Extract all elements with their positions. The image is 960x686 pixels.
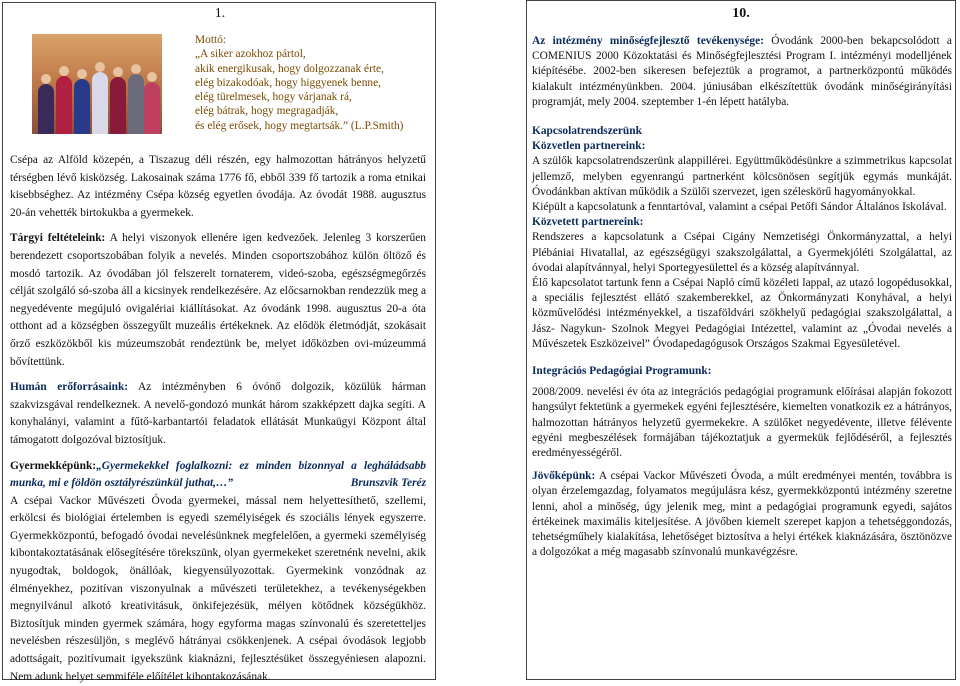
integ-text: 2008/2009. nevelési év óta az integrációs pedagógiai programunk előírásai alapján fokozott hangsúlyt fektetünk a gyermekek egyéni fejlesztésére, kiemelten vonatkozik ez a hátrányos, halmozottan hátrányos helyzetű gyermekekre. A szülőket negyedévente, illetve félévente egyéni megbeszélések formájában tájékoztatjuk a gyermekük fejlődéséről, a fejlesztés eredményességéről. (532, 386, 952, 460)
motto-line: elég bizakodóak, hogy higgyenek benne, (195, 76, 381, 89)
gyermek-quote: „Gyermekekkel foglalkozni: ez minden bizonnyal a legháládsabb munka, mi e földön osztályrészünkül juthat,…” (10, 459, 426, 490)
photo-figure (144, 82, 160, 134)
left-page (0, 0, 440, 686)
human-label: Humán erőforrásaink: (10, 381, 129, 394)
photo-figure (38, 84, 54, 134)
targyi-label: Tárgyi feltételeink: (10, 232, 106, 245)
direct-title: Közvetlen partnereink: (532, 140, 646, 153)
human-text: Az intézményben 6 óvónő dolgozik, közülük hárman szakvizsgával rendelkeznek. A nevelő-gondozó munkát három szakképzett dajka segíti. A konyhalányi, valamint a fűtő-karbantartói feladatok ellátását Munkaügyi Központ által támogatott dolgozóval biztosítjuk. (10, 381, 426, 446)
gyermek-paragraph (10, 458, 426, 493)
motto-line: és elég erősek, hogy megtartsák.” (L.P.Smith) (195, 119, 404, 132)
photo-head (147, 72, 157, 82)
gyermek-label: Gyermekképünk: (10, 459, 97, 472)
photo-figure (92, 72, 108, 134)
targyi-text: A helyi viszonyok ellenére igen kedvezőek. Jelenleg 3 korszerűen berendezett csoportszobában folyik a nevelés. Minden csoportszobához külön öltöző és mosdó tartozik. Az óvodában jól felszerelt tornaterem, videó-szoba, egészségmegőrzés célját szolgáló só-szoba áll a kicsinyek rendelkezésére. Az előcsarnokban rendezzük meg a negyedévente megújuló ovigalériai kiállításokat. Az óvodánk 1998. augusztus 20-a óta otthont ad a községben összegyűlt muzeális értékeknek. Az elődök életmódját, szokásait őrző eszközökből kis múzeumszobát rendeztünk be, melyet időközben ovi-múzeummá bővítettünk. (10, 232, 426, 368)
future-label: Jövőképünk: (532, 470, 596, 483)
direct-text-1: A szülők kapcsolatrendszerünk alappillérei. Együttműködésünkre a szimmetrikus kapcsolat jellemző, melyben egyenrangú partnerként kölcsönösen segítjük egymás munkáját. Óvodánkban aktívan működik a Szülői szervezet, igen széleskörű hagyományokkal. (532, 155, 952, 198)
future-text: A csépai Vackor Művészeti Óvoda, a múlt eredményei mentén, továbbra is olyan érzelemgazdag, folyamatos megújulásra kész, gyermekközpontú intézmény szeretne lenni, ahol a minőség, úgy jelenik meg, mint a pedagógiai programunk egyedi, sajátos értékeinek maximális kiteljesítése. A jövőben kiemelt szerepet kapjon a tehetséggondozás, tehetségműhely kialakítása, lehetőséget biztosítva a helyi értékek kiaknázására, ösztönözve a dolgozókat a még magasabb színvonalú munkavégzésre. (532, 470, 952, 559)
partner-title: Kapcsolatrendszerünk (532, 125, 642, 138)
gyermek-author: Brunszvik Teréz (350, 477, 426, 490)
motto-line: „A siker azokhoz pártol, (195, 48, 306, 61)
intro-paragraph: Csépa az Alföld közepén, a Tiszazug déli részén, egy halmozottan hátrányos helyzetű térségben lévő kisközség. Lakosainak száma 1776 fő, ebből 339 fő tartozik a roma etnikai kisebbséghez. Az intézmény Csépa község egyetlen óvodája. Az óvodát 1988. augusztus 20-án vehették birtokukba a gyermekek. (10, 154, 426, 219)
right-page-number: 10. (732, 6, 750, 21)
photo-head (113, 67, 123, 77)
left-page-number: 1. (214, 6, 226, 21)
photo-head (77, 69, 87, 79)
photo-figure (74, 79, 90, 134)
quality-title: Az intézmény minőségfejlesztő tevékenysége: (532, 35, 764, 47)
photo-head (41, 74, 51, 84)
indirect-text-2: Élő kapcsolatot tartunk fenn a Csépai Napló című közéleti lappal, az utazó logopédusokkal, a speciális fejlesztést ellátó szakemberekkel, az Önkormányzati Konyhával, a helyi közművelődési intézményekkel, a tiszaföldvári szökhelyű pedagógiai szakszolgálattal, a Jász- Nagykun- Szolnok Megyei Pedagógiai Intézettel, valamint az „Óvodai nevelés a Művészetek Eszközeivel” Óvodapedagógusok Országos Szakmai Egyesületével. (532, 277, 952, 350)
right-page (526, 0, 960, 686)
photo-head (59, 66, 69, 76)
quality-text: Óvodánk 2000-ben bekapcsolódott a COMENIUS 2000 Közoktatási és Minőségfejlesztési Program I. intézményi modelljének kiépítésébe. 2002-ben sikeresen befejeztük a programot, a partnerközpontú működés kialakult intézményünkben. 2004. júniusában elkészítettük óvodánk minőségirányítási programját, mely 2004. szeptember 1-én lépett hatályba. (532, 35, 952, 108)
right-body (532, 34, 952, 561)
photo-head (131, 64, 141, 74)
gyermek-text: A csépai Vackor Művészeti Óvoda gyermekei, mással nem helyettesíthető, szellemi, erkölcsi és biológiai értelemben is egyedi személyiségek és szociális lények egyszerre. Gyermekközpontú, befogadó óvodai nevelésünknek megfelelően, a gyermeki személyiség kibontakoztatásának elősegítésére törekszünk, olyan gyermekeket szeretnénk nevelni, akik nyugodtak, boldogok, önállóak, kiegyensúlyozottak. Gyermekink vonzódnak az élményekhez, pozitívan viszonyulnak a művészeti területekhez, a tevékenységekben megnyilvánul alkotó kreativitásuk, önkifejezésük, mélyen kötődnek községükhöz. Biztosítjuk minden gyermek számára, hogy egyforma magas színvonalú és szeretetteljes nevelésben részesüljön, s meglévő hátrányai csökkenjenek. A csépai óvodások legjobb adottságait, pozitívumait igyekszünk kiaknázni, fejlesztésüket összegyéniesen alapozni. Nem adunk helyet semmiféle előítélet kibontakozásának. (10, 494, 426, 683)
indirect-title: Közvetett partnereink: (532, 216, 644, 229)
staff-photo (32, 34, 162, 134)
photo-head (95, 62, 105, 72)
motto-line: akik energikusak, hogy dolgozzanak érte, (195, 62, 384, 75)
left-body (10, 152, 426, 686)
motto-line: elég türelmesek, hogy várjanak rá, (195, 91, 352, 104)
photo-figure (110, 77, 126, 134)
human-paragraph (10, 379, 426, 449)
quality-paragraph (532, 34, 952, 110)
motto-line: elég bátrak, hogy megragadják, (195, 105, 339, 118)
photo-figure (56, 76, 72, 134)
motto-title: Mottó: (195, 34, 227, 46)
photo-figure (128, 74, 144, 134)
indirect-text-1: Rendszeres a kapcsolatunk a Csépai Cigány Nemzetiségi Önkormányzattal, a helyi Plébániai Hivatallal, az egészségügyi szakszolgálattal, a Gyermekjóléti Szolgálattal, az óvodai alapítvánnyal, helyi Sportegyesülettel és a község alapítvánnyal. (532, 231, 952, 274)
integ-title: Integrációs Pedagógiai Programunk: (532, 365, 712, 378)
motto (195, 33, 430, 133)
targyi-paragraph (10, 230, 426, 371)
direct-text-2: Kiépült a kapcsolatunk a fenntartóval, valamint a csépai Petőfi Sándor Általános Iskolával. (532, 201, 947, 214)
future-paragraph (532, 469, 952, 560)
